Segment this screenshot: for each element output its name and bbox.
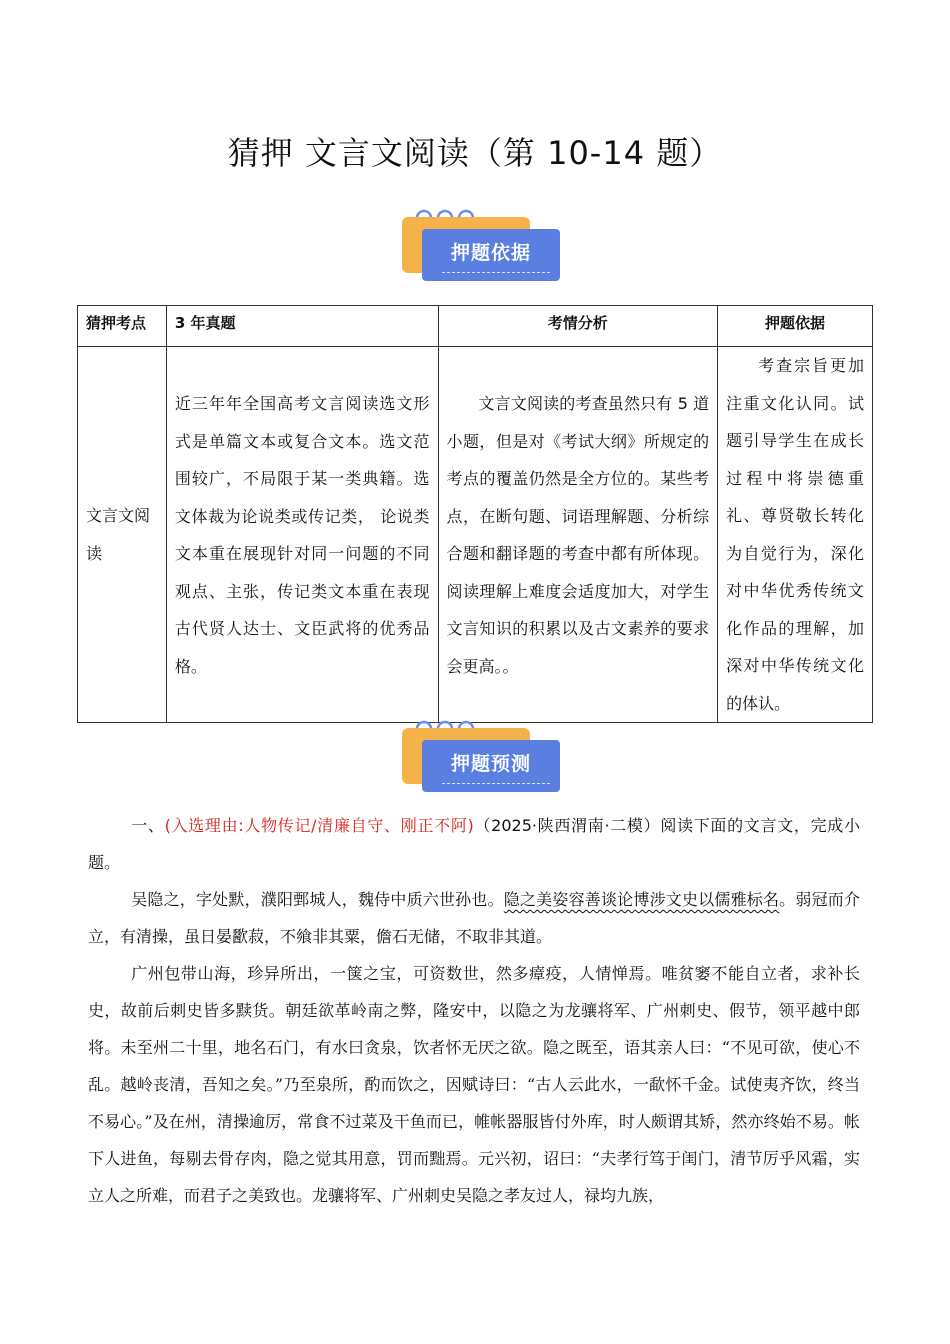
badge-label xyxy=(422,740,560,792)
section-badge-basis xyxy=(392,205,572,285)
question-number: 一、 xyxy=(131,816,165,835)
cell-past xyxy=(166,347,438,723)
cell-basis-text: 考查宗旨更加注重文化认同。试题引导学生在成长过程中将崇德重礼、尊贤敬长转化为自觉行为，深化对中华优秀传统文化作品的理解，加深对中华传统文化的体认。 xyxy=(726,356,864,713)
analysis-table xyxy=(77,305,873,723)
header-past: 3 年真题 xyxy=(166,306,438,347)
passage-underlined-sentence: 隐之美姿容善谈论博涉文史以儒雅标名 xyxy=(503,890,780,909)
badge-dash xyxy=(442,272,550,273)
table-header-row xyxy=(78,306,873,347)
question-text: （2025·陕西渭南·二模）阅读下面的文言文，完成小题。 xyxy=(88,816,860,872)
table-row xyxy=(78,347,873,723)
badge-label-text: 押题预测 xyxy=(450,753,531,775)
passage-p1-start: 吴隐之，字处默，濮阳鄄城人，魏侍中质六世孙也。 xyxy=(131,890,504,909)
cell-topic xyxy=(78,347,167,723)
passage-paragraph-1 xyxy=(88,881,860,955)
passage-p2-text: 广州包带山海，珍异所出，一箧之宝，可资数世，然多瘴疫，人情惮焉。唯贫窭不能自立者，求补长史，故前后刺史皆多黩货。朝廷欲革岭南之弊，隆安中，以隐之为龙骧将军、广州刺史、假节，领平越中郎将。未至州二十里，地名石门，有水曰贪泉，饮者怀无厌之欲。隐之既至，语其亲人曰：“不见可欲，使心不乱。越岭丧清，吾知之矣。”乃至泉所，酌而饮之，因赋诗曰：“古人云此水，一歃怀千金。试使夷齐饮，终当不易心。”及在州，清操逾厉，常食不过菜及干鱼而已，帷帐器服皆付外库，时人颇谓其矫，然亦终始不易。帐下人进鱼，每剔去骨存肉，隐之觉其用意，罚而黜焉。元兴初，诏曰：“夫孝行笃于闺门，清节厉乎风霜，实立人之所难，而君子之美致也。龙骧将军、广州刺史吴隐之孝友过人，禄均九族， xyxy=(88,964,860,1205)
section-badge-predict xyxy=(392,716,572,796)
header-topic: 猜押考点 xyxy=(78,306,167,347)
badge-dash xyxy=(442,783,550,784)
cell-analysis xyxy=(438,347,718,723)
cell-topic-text: 文言文阅读 xyxy=(86,506,151,563)
cell-past-text: 近三年年全国高考文言阅读选文形式是单篇文本或复合文本。选文范围较广，不局限于某一类典籍。选文体裁为论说类或传记类， 论说类文本重在展现针对同一问题的不同观点、主张，传记类文本重在表现古代贤人达士、文臣武将的优秀品格。 xyxy=(174,394,430,676)
page-title: 猜押 文言文阅读（第 10-14 题） xyxy=(227,134,723,172)
badge-label xyxy=(422,229,560,281)
passage-paragraph-2 xyxy=(88,955,860,1214)
cell-basis xyxy=(718,347,873,723)
passage-p1-end: 。弱冠而介立，有清操，虽日晏歠菽，不飨非其粟，儋石无储，不取非其道。 xyxy=(88,890,860,946)
question-intro xyxy=(88,807,860,881)
header-analysis: 考情分析 xyxy=(438,306,718,347)
badge-label-text: 押题依据 xyxy=(450,242,531,264)
header-basis: 押题依据 xyxy=(718,306,873,347)
question-reason: (入选理由:人物传记/清廉自守、刚正不阿) xyxy=(164,816,474,835)
cell-analysis-text: 文言文阅读的考查虽然只有 5 道小题，但是对《考试大纲》所规定的考点的覆盖仍然是全方位的。某些考点，在断句题、词语理解题、分析综合题和翻译题的考查中都有所体现。阅读理解上难度会适度加大，对学生文言知识的积累以及古文素养的要求会更高。。 xyxy=(446,394,710,676)
